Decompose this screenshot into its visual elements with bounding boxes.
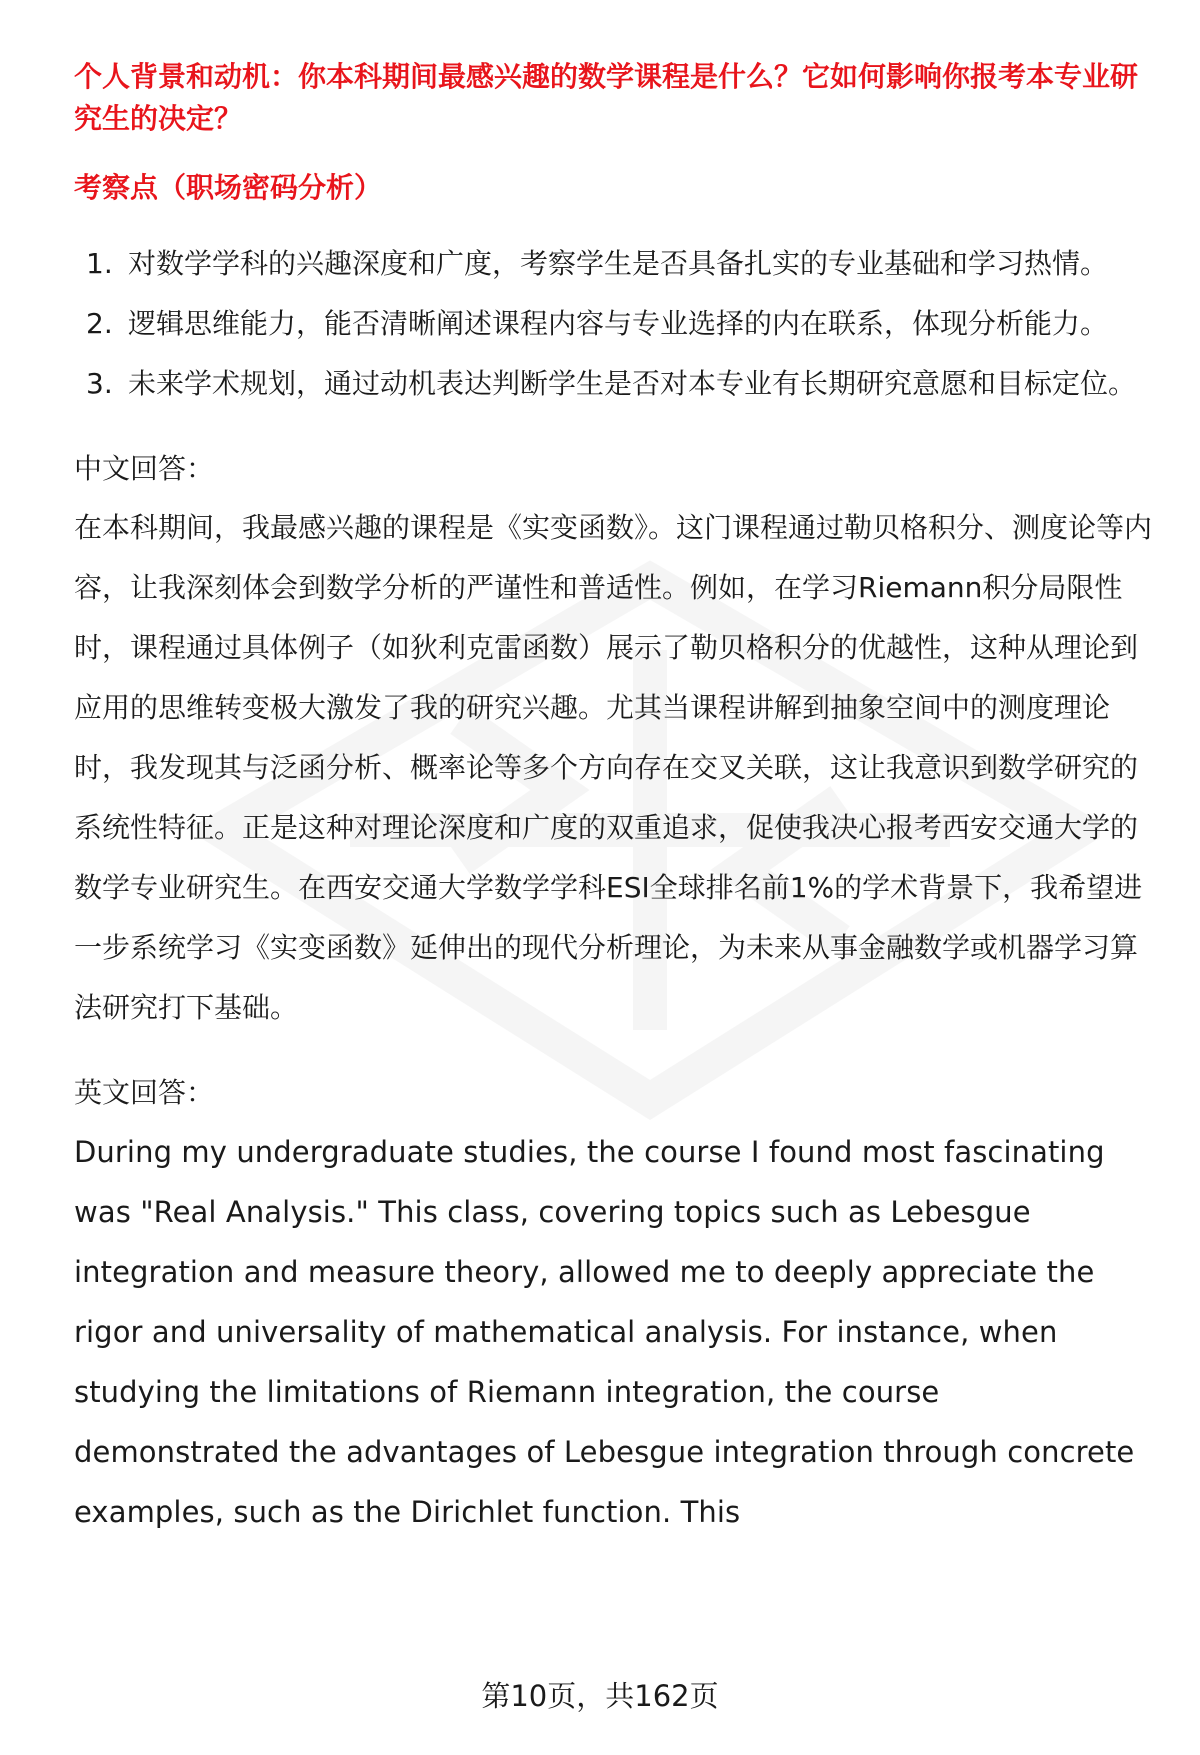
- point-number: 2.: [86, 307, 113, 340]
- english-answer-label: 英文回答：: [74, 1076, 215, 1109]
- point-text: 未来学术规划，通过动机表达判断学生是否对本专业有长期研究意愿和目标定位。: [128, 367, 1137, 400]
- english-answer-text: During my undergraduate studies, the course I found most fascinating was "Real Analysis." This class, covering topics such as Lebesgue integration and measure theory, allowed me to deeply appreciate the rigor and universality of mathematical analysis. For instance, when studying the limitations of Riemann integration, the course demonstrated the advantages of Lebesgue integration through concrete examples, such as the Dirichlet function. This: [74, 1135, 1135, 1529]
- page-content: [74, 56, 1154, 1542]
- question-title: 个人背景和动机：你本科期间最感兴趣的数学课程是什么？它如何影响你报考本专业研究生的决定？: [74, 60, 1139, 135]
- page-number-footer: 第10页，共162页: [481, 1679, 719, 1713]
- assessment-points-heading: 考察点（职场密码分析）: [74, 171, 383, 204]
- point-number: 1.: [86, 247, 113, 280]
- point-text: 逻辑思维能力，能否清晰阐述课程内容与专业选择的内在联系，体现分析能力。: [128, 307, 1109, 340]
- assessment-points-list: [74, 234, 1154, 414]
- assessment-point: [74, 234, 1154, 294]
- chinese-answer-text: 在本科期间，我最感兴趣的课程是《实变函数》。这门课程通过勒贝格积分、测度论等内容，让我深刻体会到数学分析的严谨性和普适性。例如，在学习Riemann积分局限性时，课程通过具体例子（如狄利克雷函数）展示了勒贝格积分的优越性，这种从理论到应用的思维转变极大激发了我的研究兴趣。尤其当课程讲解到抽象空间中的测度理论时，我发现其与泛函分析、概率论等多个方向存在交叉关联，这让我意识到数学研究的系统性特征。正是这种对理论深度和广度的双重追求，促使我决心报考西安交通大学的数学专业研究生。在西安交通大学数学学科ESI全球排名前1%的学术背景下，我希望进一步系统学习《实变函数》延伸出的现代分析理论，为未来从事金融数学或机器学习算法研究打下基础。: [74, 511, 1153, 1024]
- assessment-point: [74, 354, 1154, 414]
- chinese-answer-label: 中文回答：: [74, 452, 215, 485]
- point-text: 对数学学科的兴趣深度和广度，考察学生是否具备扎实的专业基础和学习热情。: [128, 247, 1109, 280]
- point-number: 3.: [86, 367, 113, 400]
- assessment-point: [74, 294, 1154, 354]
